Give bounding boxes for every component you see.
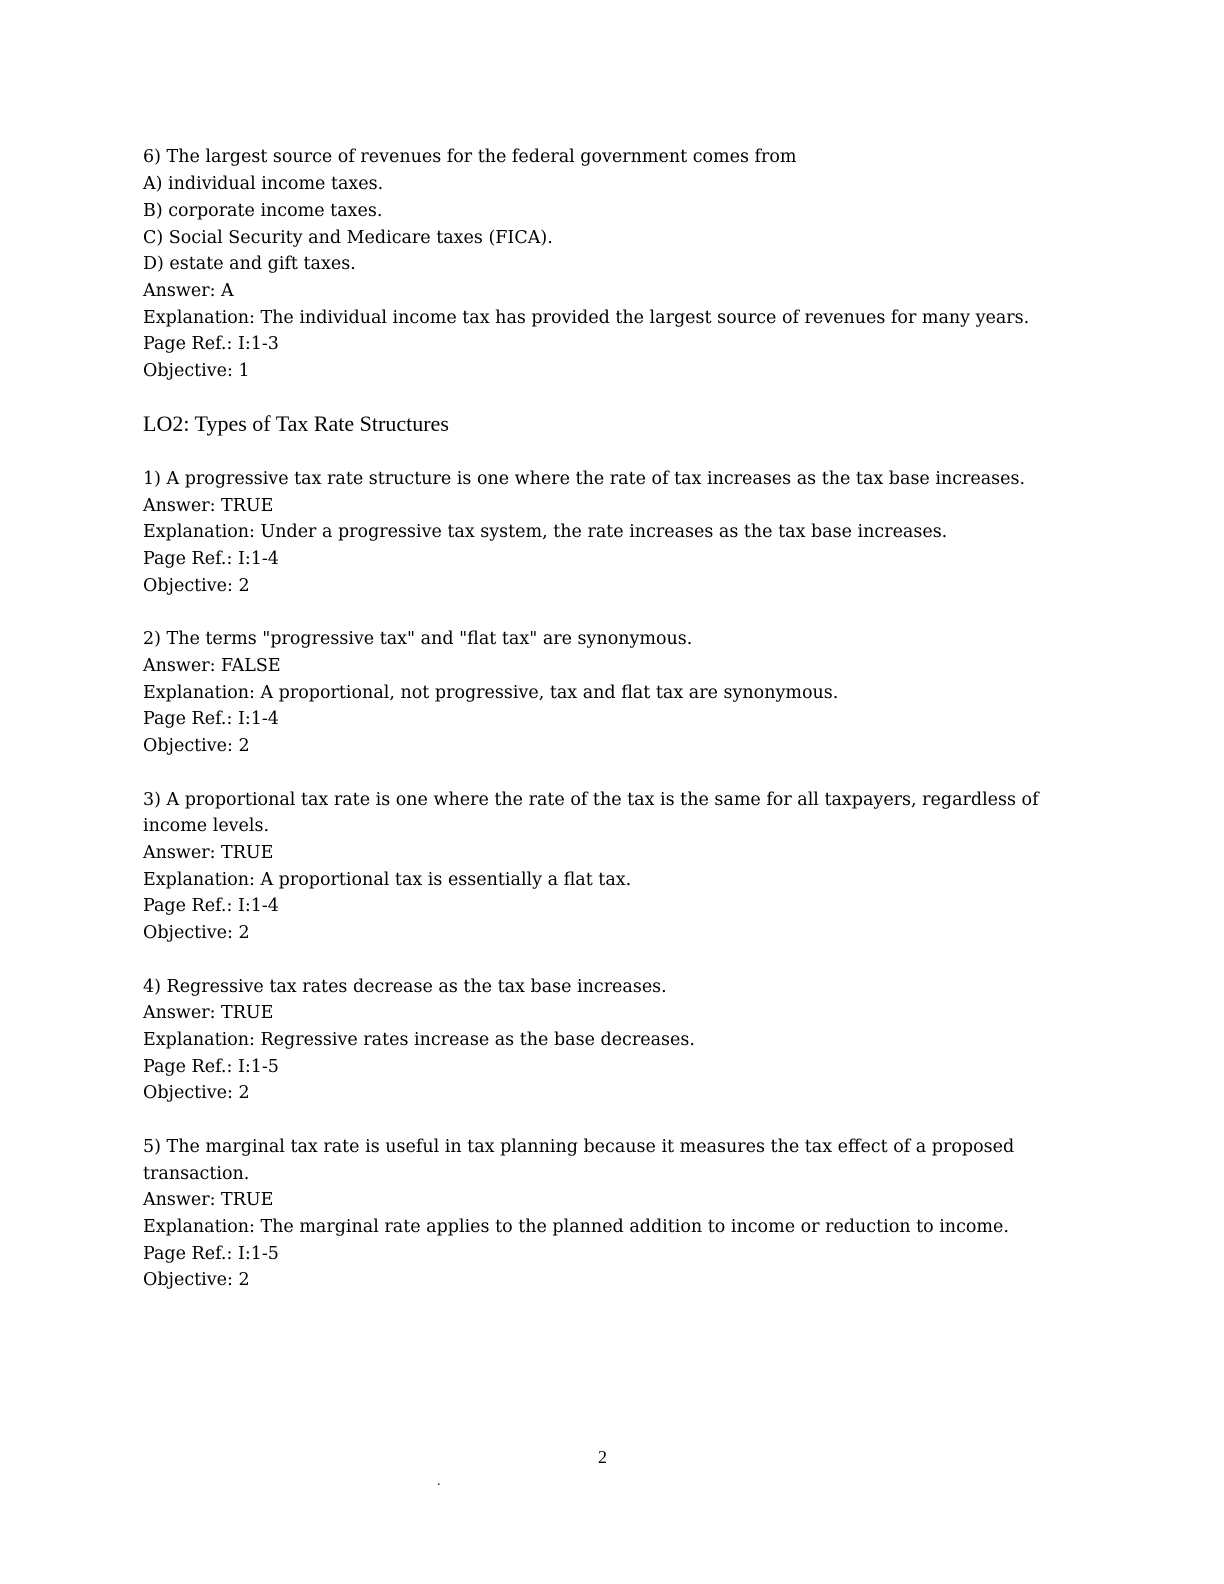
answer: Answer: TRUE — [143, 496, 274, 516]
option-c: C) Social Security and Medicare taxes (FICA). — [143, 228, 553, 248]
objective: Objective: 2 — [143, 736, 250, 756]
question-text: 1) A progressive tax rate structure is one where the rate of tax increases as the tax base increases. — [143, 469, 1026, 489]
answer: Answer: FALSE — [143, 656, 281, 676]
page-ref: Page Ref.: I:1-4 — [143, 709, 279, 729]
section-heading: LO2: Types of Tax Rate Structures — [143, 411, 449, 436]
explanation: Explanation: Regressive rates increase as the base decreases. — [143, 1030, 695, 1050]
explanation: Explanation: The individual income tax has provided the largest source of revenues for many years. — [143, 308, 1030, 328]
page-ref: Page Ref.: I:1-4 — [143, 549, 279, 569]
objective: Objective: 1 — [143, 361, 250, 381]
option-d: D) estate and gift taxes. — [143, 254, 356, 274]
answer: Answer: TRUE — [143, 843, 274, 863]
footer-mark: . — [437, 1474, 441, 1489]
question-text: 6) The largest source of revenues for the federal government comes from — [143, 147, 797, 167]
question-text: 2) The terms "progressive tax" and "flat tax" are synonymous. — [143, 629, 693, 649]
question-text: 4) Regressive tax rates decrease as the tax base increases. — [143, 977, 667, 997]
page-ref: Page Ref.: I:1-5 — [143, 1057, 279, 1077]
question-text-continued: income levels. — [143, 816, 270, 836]
option-b: B) corporate income taxes. — [143, 201, 383, 221]
answer: Answer: TRUE — [143, 1003, 274, 1023]
objective: Objective: 2 — [143, 1270, 250, 1290]
question-text-continued: transaction. — [143, 1164, 250, 1184]
objective: Objective: 2 — [143, 576, 250, 596]
page-ref: Page Ref.: I:1-5 — [143, 1244, 279, 1264]
page-ref: Page Ref.: I:1-3 — [143, 334, 279, 354]
objective: Objective: 2 — [143, 923, 250, 943]
answer: Answer: TRUE — [143, 1190, 274, 1210]
explanation: Explanation: Under a progressive tax system, the rate increases as the tax base increases. — [143, 522, 948, 542]
explanation: Explanation: A proportional, not progressive, tax and flat tax are synonymous. — [143, 683, 839, 703]
question-text: 5) The marginal tax rate is useful in tax planning because it measures the tax effect of a proposed — [143, 1137, 1015, 1157]
page-ref: Page Ref.: I:1-4 — [143, 896, 279, 916]
answer: Answer: A — [143, 281, 234, 301]
question-text: 3) A proportional tax rate is one where the rate of the tax is the same for all taxpayers, regardless of — [143, 790, 1039, 810]
objective: Objective: 2 — [143, 1083, 250, 1103]
explanation: Explanation: A proportional tax is essentially a flat tax. — [143, 870, 632, 890]
explanation: Explanation: The marginal rate applies to the planned addition to income or reduction to income. — [143, 1217, 1009, 1237]
page-number: 2 — [598, 1447, 607, 1467]
option-a: A) individual income taxes. — [143, 174, 384, 194]
